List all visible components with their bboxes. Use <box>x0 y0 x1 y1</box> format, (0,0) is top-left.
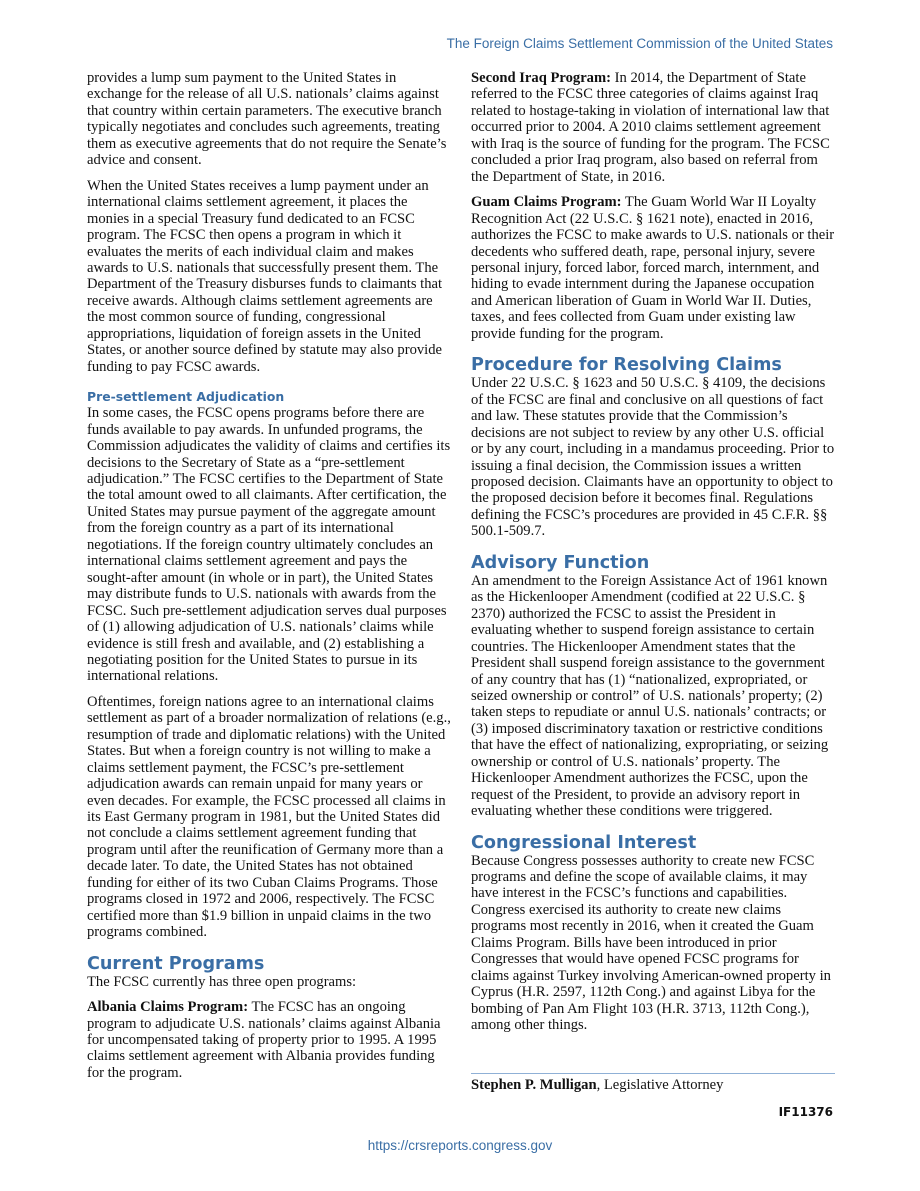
iraq-label: Second Iraq Program: <box>471 70 611 86</box>
author-divider <box>471 1073 835 1074</box>
author-line <box>471 1077 835 1093</box>
heading-pre-settlement: Pre-settlement Adjudication <box>87 389 285 405</box>
footer-url-link[interactable]: https://crsreports.congress.gov <box>367 1138 553 1153</box>
paragraph-pre-settlement: In some cases, the FCSC opens programs before there are funds available to pay awards. In unfunded programs, the Commission adjudicates the validity of claims and certifies its decisions to the Secretary of State as a “pre-settlement adjudication.” The FCSC certifies to the Department of State the total amount owed to all claimants. After certification, the United States may pursue payment of the aggregate amount from the foreign country as a part of its international negotiations. If the foreign country ultimately concludes an international claims settlement agreement and pays the sought-after amount (in whole or in part), the United States may distribute funds to U.S. nationals with awards from the FCSC. Such pre-settlement adjudication serves dual purposes of (1) allowing adjudication of U.S. nationals’ claims while evidence is still fresh and available, and (2) establishing a negotiating position for the United States to pursue in its international relations. <box>87 405 451 685</box>
paragraph-open-programs: The FCSC currently has three open programs: <box>87 973 357 990</box>
paragraph-procedure: Under 22 U.S.C. § 1623 and 50 U.S.C. § 4109, the decisions of the FCSC are final and conclusive on all questions of fact and law. These statutes provide that the Commission’s decisions are not subject to review by any other U.S. official or by any court, including in a mandamus proceeding. Prior to issuing a final decision, the Commission issues a written proposed decision. Claimants have an opportunity to object to the proposed decision before it becomes final. Regulations defining the FCSC’s procedures are provided in 45 C.F.R. §§ 500.1-509.7. <box>471 375 835 540</box>
heading-procedure: Procedure for Resolving Claims <box>471 355 782 376</box>
heading-congressional-interest: Congressional Interest <box>471 832 697 853</box>
heading-current-programs: Current Programs <box>87 953 265 974</box>
albania-label: Albania Claims Program: <box>87 999 249 1016</box>
paragraph-advisory: An amendment to the Foreign Assistance Act of 1961 known as the Hickenlooper Amendment (codified at 22 U.S.C. § 2370) authorized the FCSC to assist the President in evaluating whether to suspend foreign assistance to certain countries. The Hickenlooper Amendment states that the President shall suspend foreign assistance to the government of any country that has (1) “nationalized, expropriated, or seized ownership or control” of U.S. nationals’ property; (2) taken steps to repudiate or annul U.S. nationals’ contracts; or (3) imposed discriminatory taxation or restrictive conditions that have the effect of nationalizing, expropriating, or seizing ownership or control of U.S. nationals’ property. The Hickenlooper Amendment authorizes the FCSC, upon the request of the President, to provide an advisory report in evaluating whether these conditions were triggered. <box>471 572 829 820</box>
iraq-text: In 2014, the Department of State referred to the FCSC three categories of claims against Iraq related to hostage-taking in violation of international law that occurred prior to 2004. A 2010 claims settlement agreement with Iraq is the source of funding for the program. The FCSC concluded a prior Iraq program, also based on referral from the Department of State, in 2016. <box>471 70 830 185</box>
paragraph-oftentimes: Oftentimes, foreign nations agree to an international claims settlement as part of a broader normalization of relations (e.g., resumption of trade and diplomatic relations) with the United States. But when a foreign country is not willing to make a claims settlement payment, the FCSC’s pre-settlement adjudication awards can remain unpaid for many years or even decades. For example, the FCSC processed all claims in its East Germany program in 1981, but the United States did not conclude a claims settlement agreement funding that program until after the reunification of Germany more than a decade later. To date, the United States has not obtained funding for either of its two Cuban Claims Programs. Those programs closed in 1972 and 2006, respectively. The FCSC certified more than $1.9 billion in unpaid claims in the two programs combined. <box>87 693 451 941</box>
albania-text: The FCSC has an ongoing program to adjudicate U.S. nationals’ claims against Albania for uncompensated taking of property prior to 1995. A 1995 claims settlement agreement with Albania provides funding for the program. <box>87 999 441 1081</box>
author-title: , Legislative Attorney <box>596 1077 724 1093</box>
document-id: IF11376 <box>778 1105 833 1119</box>
paragraph-albania <box>87 999 451 1081</box>
paragraph-guam <box>471 194 835 342</box>
paragraph-congressional-interest: Because Congress possesses authority to create new FCSC programs and define the scope of available claims, it may have interest in the FCSC’s functions and capabilities. Congress exercised its authority to create new claims programs most recently in 2016, when it created the Guam Claims Program. Bills have been introduced in prior Congresses that would have opened FCSC programs for claims against Turkey involving American-owned property in Cyprus (H.R. 2597, 112th Cong.) and against Libya for the bombing of Pan Am Flight 103 (H.R. 3713, 112th Cong.), among other things. <box>471 852 831 1034</box>
guam-label: Guam Claims Program: <box>471 194 622 211</box>
heading-advisory: Advisory Function <box>471 552 650 573</box>
paragraph-iraq <box>471 70 835 185</box>
author-name: Stephen P. Mulligan <box>471 1077 597 1093</box>
left-column <box>87 70 451 1090</box>
right-column <box>471 70 835 1043</box>
paragraph-treasury-fund: When the United States receives a lump payment under an international claims settlement agreement, it places the monies in a special Treasury fund dedicated to an FCSC program. The FCSC then opens a program in which it evaluates the merits of each individual claim and makes awards to U.S. nationals that successfully present them. The Department of the Treasury disburses funds to claimants that receive awards. Although claims settlement agreements are the most common source of funding, congressional appropriations, liquidation of foreign assets in the United States, or another source defined by statute may also provide funding to pay FCSC awards. <box>87 177 443 375</box>
paragraph-lump-sum: provides a lump sum payment to the United States in exchange for the release of all U.S. nationals’ claims against that country within certain parameters. The executive branch typically negotiates and concludes such agreements, treating them as executive agreements that do not require the Senate’s advice and consent. <box>87 70 447 169</box>
running-header-title: The Foreign Claims Settlement Commission of the United States <box>446 36 833 51</box>
guam-text: The Guam World War II Loyalty Recognition Act (22 U.S.C. § 1621 note), enacted in 2016, authorizes the FCSC to make awards to U.S. nationals or their decedents who suffered death, rape, personal injury, severe personal injury, forced labor, forced march, internment, and hiding to evade internment during the Japanese occupation and American liberation of Guam in World War II. Duties, taxes, and fees collected from Guam under existing law provide funding for the program. <box>471 194 835 342</box>
